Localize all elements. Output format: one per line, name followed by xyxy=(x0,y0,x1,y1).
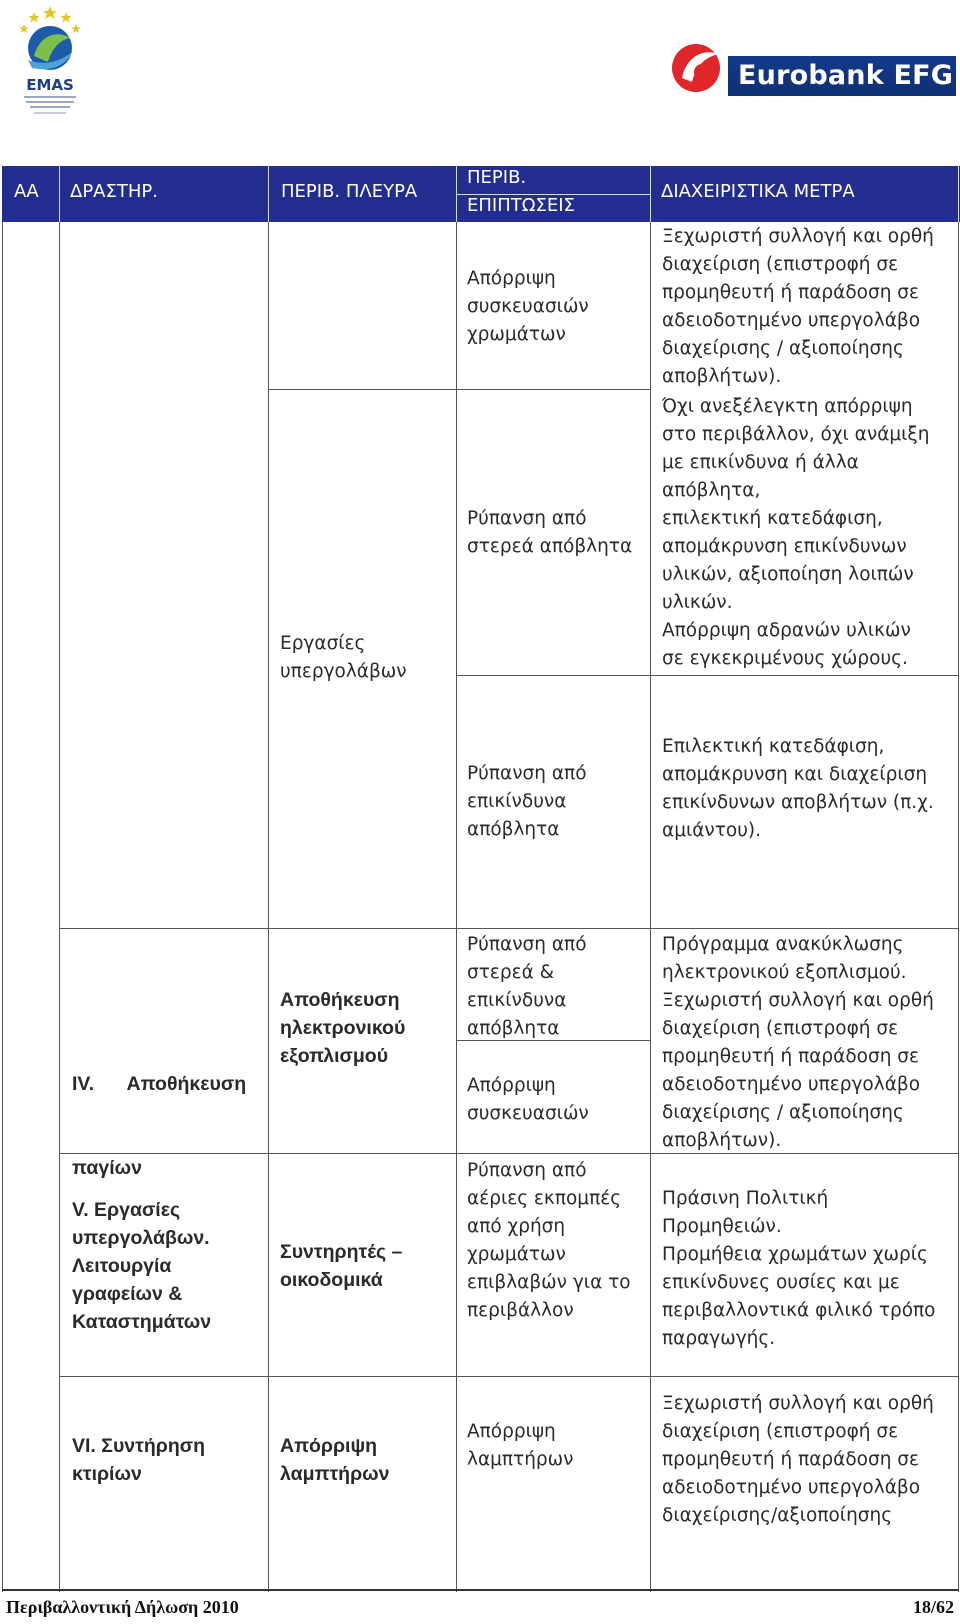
table-border xyxy=(650,222,651,1592)
measures-electronics-recycling: Πρόγραμμα ανακύκλωσης ηλεκτρονικού εξοπλισμού. Ξεχωριστή συλλογή και ορθή διαχείριση (επιστροφή σε προμηθευτή ή παράδοση σε αδειοδοτημένο υπεργολάβο διαχείρισης / αξιοποίησης αποβλήτων). xyxy=(662,934,934,1151)
impact-hazardous-waste: Ρύπανση από επικίνδυνα απόβλητα xyxy=(467,763,587,840)
aspect-electronic-storage: Αποθήκευση ηλεκτρονικού εξοπλισμού xyxy=(280,989,406,1067)
table-border xyxy=(456,675,958,676)
header-activity: ΔΡΑΣΤΗΡ. xyxy=(70,181,158,202)
header-divider xyxy=(456,194,650,195)
table-border xyxy=(59,928,958,929)
header-measures: ΔΙΑΧΕΙΡΙΣΤΙΚΑ ΜΕΤΡΑ xyxy=(661,181,855,202)
aspect-lamp-disposal: Απόρριψη λαμπτήρων xyxy=(280,1435,390,1485)
impact-paint-packaging: Απόρριψη συσκευασιών χρωμάτων xyxy=(467,268,589,345)
activity-offices: V. Εργασίες υπεργολάβων. Λειτουργία γραφείων & Καταστημάτων xyxy=(72,1199,212,1333)
aspect-maintainers: Συντηρητές – οικοδομικά xyxy=(280,1241,403,1291)
header-aspect: ΠΕΡΙΒ. ΠΛΕΥΡΑ xyxy=(281,181,418,202)
footer-title: Περιβαλλοντική Δήλωση 2010 xyxy=(6,1597,239,1617)
measures-hazardous-waste: Επιλεκτική κατεδάφιση, απομάκρυνση και διαχείριση επικίνδυνων αποβλήτων (π.χ. αμιάντου). xyxy=(662,736,934,841)
table-border xyxy=(268,389,650,390)
table-border xyxy=(59,928,60,1592)
impact-lamp-disposal: Απόρριψη λαμπτήρων xyxy=(467,1421,574,1470)
aspect-contractors: Εργασίες υπεργολάβων xyxy=(280,633,407,682)
impact-solid-waste: Ρύπανση από στερεά απόβλητα xyxy=(467,508,633,557)
table-border xyxy=(59,222,60,936)
table-border xyxy=(456,222,457,1592)
measures-separate-collection: Ξεχωριστή συλλογή και ορθή διαχείριση (επιστροφή σε προμηθευτή ή παράδοση σε αδειοδοτημένο υπεργολάβο διαχείρισης / αξιοποίησης αποβλήτων). xyxy=(662,226,934,387)
footer-divider xyxy=(2,1589,958,1591)
table-border xyxy=(958,222,959,1592)
header-divider xyxy=(268,166,269,222)
svg-text:EMAS: EMAS xyxy=(26,76,74,94)
table-border xyxy=(2,222,3,1592)
measures-green-procurement: Πράσινη Πολιτική Προμηθειών. Προμήθεια χρωμάτων χωρίς επικίνδυνες ουσίες και με περιβαλλοντικά φιλικό τρόπο παραγωγής. xyxy=(662,1188,936,1349)
eurobank-wordmark: Eurobank EFG xyxy=(728,56,956,96)
impact-air-emissions: Ρύπανση από αέριες εκπομπές από χρήση χρωμάτων επιβλαβών για το περιβάλλον xyxy=(467,1160,631,1321)
table-border xyxy=(268,222,269,1592)
activity-storage: IV. Αποθήκευση παγίων xyxy=(72,1073,247,1179)
header-impacts-line2: ΕΠΙΠΤΩΣΕΙΣ xyxy=(467,195,575,216)
page-number: 18/62 xyxy=(912,1597,954,1617)
header-impacts-line1: ΠΕΡΙΒ. xyxy=(467,167,527,188)
table-border xyxy=(59,1376,958,1377)
header-divider xyxy=(958,166,959,222)
header-divider xyxy=(650,166,651,222)
impact-solid-hazardous: Ρύπανση από στερεά & επικίνδυνα απόβλητα xyxy=(467,934,587,1039)
emas-logo xyxy=(14,4,86,122)
header-divider xyxy=(59,166,60,222)
header-aa: ΑΑ xyxy=(14,181,39,202)
impact-packaging-disposal: Απόρριψη συσκευασιών xyxy=(467,1075,589,1124)
measures-solid-waste: Όχι ανεξέλεγκτη απόρριψη στο περιβάλλον, όχι ανάμιξη με επικίνδυνα ή άλλα απόβλητα, επιλεκτική κατεδάφιση, απομάκρυνση επικίνδυνων υλικών, αξιοποίηση λοιπών υλικών. Απόρριψη αδρανών υλικών σε εγκεκριμένους χώρους. xyxy=(662,396,930,669)
measures-lamp-collection: Ξεχωριστή συλλογή και ορθή διαχείριση (επιστροφή σε προμηθευτή ή παράδοση σε αδειοδοτημένο υπεργολάβο διαχείρισης/αξιοποίησης xyxy=(662,1393,934,1526)
activity-building-maintenance: VI. Συντήρηση κτιρίων xyxy=(72,1435,205,1485)
